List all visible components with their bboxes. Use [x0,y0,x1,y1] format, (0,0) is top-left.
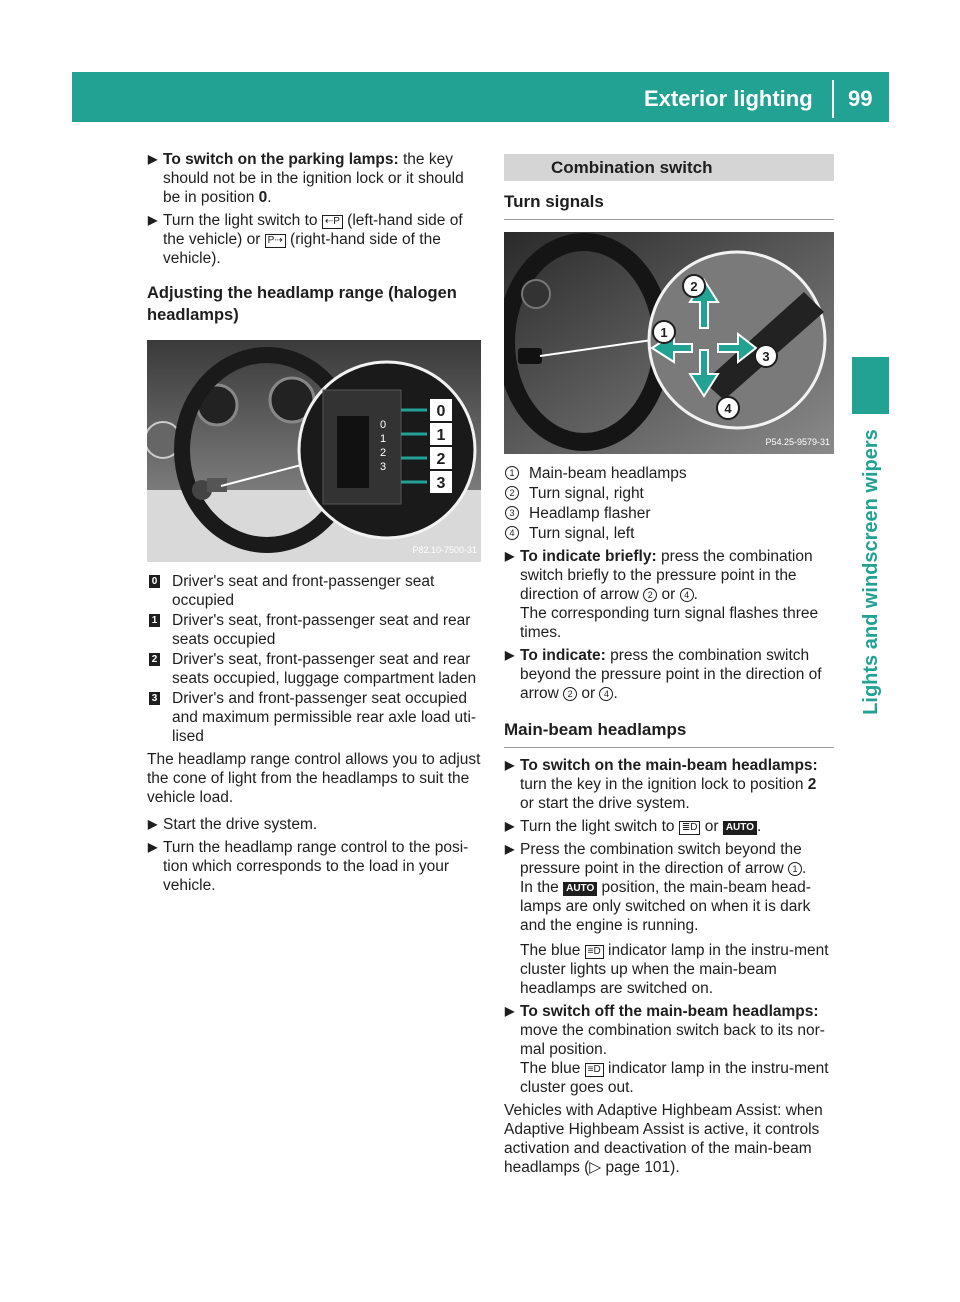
headlamp-range-paragraph: The headlamp range control allows you to adjust the cone of light from the headlamps to suit the vehicle load. [147,751,481,806]
key-item: 3 Driver's and front-passenger seat occupied and maximum permissible rear axle load uti-lised [147,689,481,746]
figure-code: P82.10-7500-31 [412,545,477,555]
key-list [147,572,481,746]
step-arrow-icon: ▶ [148,213,158,227]
callout-item: 4 Turn signal, left [504,524,834,543]
steering-wheel-illustration [504,232,834,454]
figure-callout-1: 1 [660,325,668,340]
light-switch-step: ▶ Turn the light switch to ≣D or AUTO . [505,818,762,835]
callout-item: 2 Turn signal, right [504,484,834,503]
main-beam-icon: ≡D [585,1063,604,1077]
parking-lamp-left-icon: ⇠P [322,215,343,229]
low-beam-icon: ≣D [679,821,701,835]
callout-number-icon: 2 [505,486,519,500]
figure-key-1: 1 [436,427,446,444]
step-arrow-icon: ▶ [505,549,515,563]
key-number-badge: 1 [149,614,160,627]
step-arrow-icon: ▶ [505,648,515,662]
main-beam-icon: ≡D [585,945,604,959]
range-step-2: ▶ Turn the headlamp range control to the posi-tion which corresponds to the load in your vehicle. [148,839,469,894]
dashboard-illustration [147,340,481,562]
key-number-badge: 3 [149,692,160,705]
parking-step-1: ▶ To switch on the parking lamps: the key should not be in the ignition lock or it should be in position 0. [148,151,464,206]
heading-turn-signals: Turn signals [504,191,834,220]
callout-number-icon: 4 [505,526,519,540]
figure-callout-4: 4 [724,401,732,416]
callout-number-icon: 1 [505,466,519,480]
figure-callout-2: 2 [690,279,698,294]
indicate-briefly-step: ▶ To indicate briefly: press the combination switch briefly to the pressure point in the direction of arrow 2 or 4 . The corresponding turn signal flashes three times. [505,548,819,641]
page-number: 99 [848,86,873,111]
headlamp-range-figure [147,340,481,562]
step-arrow-icon: ▶ [148,817,158,831]
subheading-headlamp-range: Adjusting the headlamp range (halogen headlamps) [147,284,457,324]
switch-off-step: ▶ To switch off the main-beam headlamps: move the combination switch back to its nor-mal position. The blue ≡D indicator lamp in the instru-ment cluster goes out. [505,1003,829,1096]
side-tab-marker [852,357,889,414]
step-arrow-icon: ▶ [148,840,158,854]
callout-item: 3 Headlamp flasher [504,504,834,523]
section-title-combination-switch: Combination switch [504,154,834,181]
header-divider [832,80,834,118]
callout-number-icon: 3 [505,506,519,520]
auto-icon: AUTO [563,882,597,896]
callout-number-icon: 2 [563,687,577,701]
parking-step-2: ▶ Turn the light switch to ⇠P (left-hand side of the vehicle) or P⇢ (right-hand side of the vehicle). [148,212,463,267]
side-tab [852,424,889,719]
switch-on-step: ▶ To switch on the main-beam headlamps: turn the key in the ignition lock to position 2 or start the drive system. [505,757,818,812]
page-title: Exterior lighting [644,86,813,111]
scale-1: 1 [380,433,387,445]
scale-0: 0 [380,419,387,431]
side-tab-label: Lights and windscreen wipers [859,428,882,715]
figure-key-0: 0 [436,403,446,420]
key-item: 0 Driver's seat and front-passenger seat occupied [147,572,481,610]
auto-icon: AUTO [723,821,757,835]
page-reference-arrow-icon: ▷ [589,1159,602,1176]
range-step-1: ▶ Start the drive system. [148,816,318,833]
step-arrow-icon: ▶ [148,152,158,166]
callout-number-icon: 2 [643,588,657,602]
adaptive-highbeam-paragraph: Vehicles with Adaptive Highbeam Assist: when Adaptive Highbeam Assist is active, it controls activation and deactivation of the main-beam headlamps (▷ page 101). [504,1102,823,1176]
step-arrow-icon: ▶ [505,842,515,856]
step-arrow-icon: ▶ [505,1004,515,1018]
callout-number-icon: 4 [680,588,694,602]
figure-key-2: 2 [436,451,446,468]
callout-list [504,464,834,543]
key-item: 2 Driver's seat, front-passenger seat and rear seats occupied, luggage compartment laden [147,650,481,688]
scale-2: 2 [380,447,387,459]
key-item: 1 Driver's seat, front-passenger seat and rear seats occupied [147,611,481,649]
left-column [147,150,481,899]
callout-item: 1 Main-beam headlamps [504,464,834,483]
indicate-step: ▶ To indicate: press the combination switch beyond the pressure point in the direction of arrow 2 or 4 . [505,647,822,702]
press-switch-step: ▶ Press the combination switch beyond the pressure point in the direction of arrow 1 . In the AUTO position, the main-beam head-lamps are only switched on when it is dark and the engine is running. The blue ≡D indicator lamp in the instru-ment cluster lights up when the main-beam headlamps are switched on. [504,840,834,998]
key-number-badge: 2 [149,653,160,666]
callout-number-icon: 1 [788,862,802,876]
right-column [504,154,834,1185]
key-number-badge: 0 [149,575,160,588]
figure-key-3: 3 [436,475,446,492]
figure-code: P54.25-9579-31 [765,437,830,447]
figure-callout-3: 3 [762,349,770,364]
heading-main-beam: Main-beam headlamps [504,719,834,748]
scale-3: 3 [380,461,387,473]
step-arrow-icon: ▶ [505,819,515,833]
step-arrow-icon: ▶ [505,758,515,772]
parking-lamp-right-icon: P⇢ [265,234,286,248]
combination-switch-figure [504,232,834,454]
blue-indicator-note: The blue ≡D indicator lamp in the instru-ment cluster lights up when the main-beam headlamps are switched on. [520,942,829,997]
callout-number-icon: 4 [599,687,613,701]
